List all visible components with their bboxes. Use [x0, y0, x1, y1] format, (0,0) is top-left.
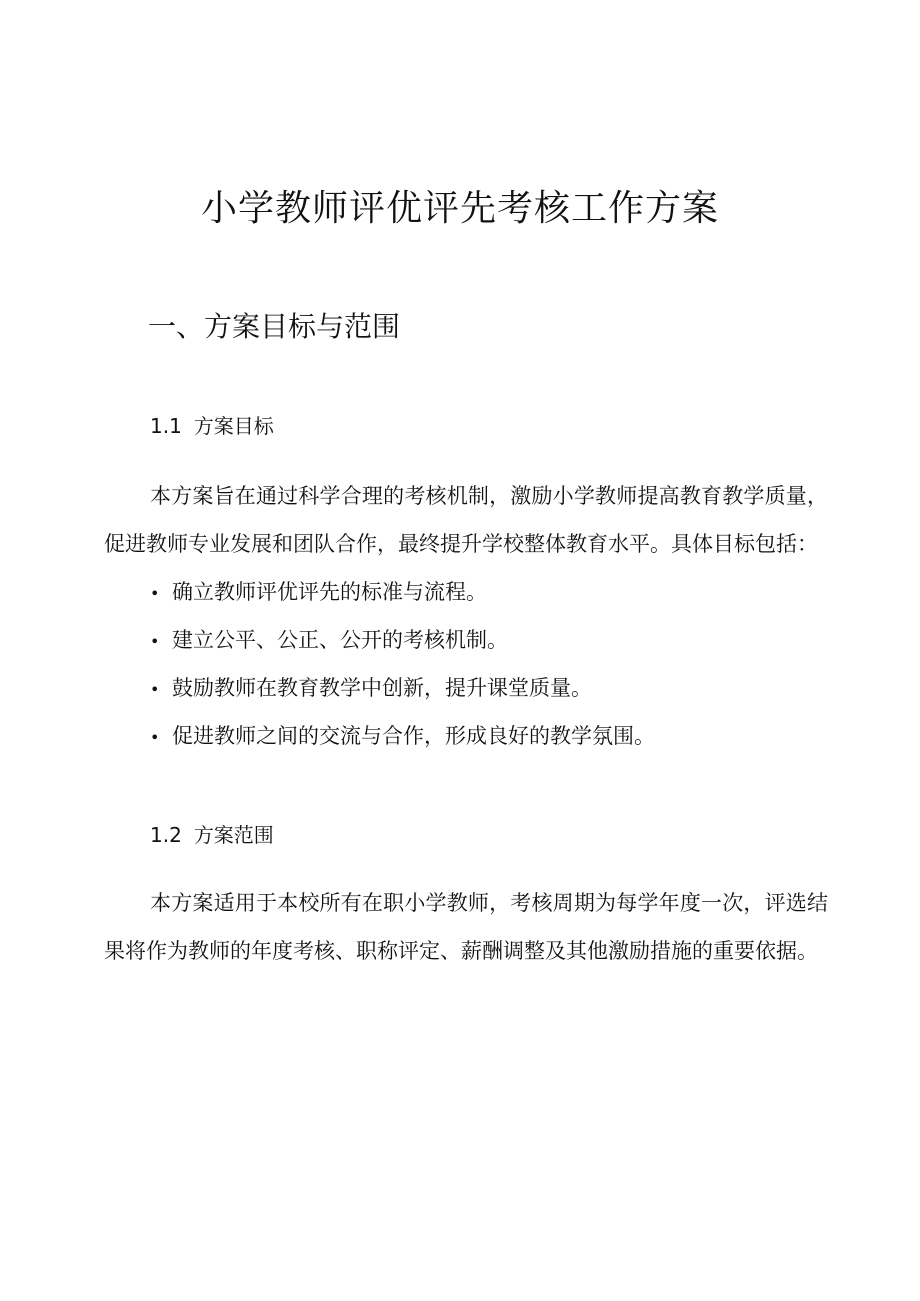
list-item [150, 712, 655, 760]
list-item-text: 促进教师之间的交流与合作，形成良好的教学氛围。 [172, 724, 655, 748]
subsection-number: 1.1 [150, 414, 182, 438]
goals-paragraph: 本方案旨在通过科学合理的考核机制，激励小学教师提高教育教学质量，促进教师专业发展和团队合作，最终提升学校整体教育水平。具体目标包括： [104, 484, 828, 556]
subsection-label: 方案目标 [193, 414, 274, 438]
subsection-label: 方案范围 [193, 823, 274, 847]
bullet-icon: • [150, 632, 160, 651]
bullet-icon: • [150, 584, 160, 603]
document-title: 小学教师评优评先考核工作方案 [200, 188, 719, 229]
bullet-icon: • [150, 680, 160, 699]
subsection-heading-goals [150, 410, 274, 442]
section-heading: 一、方案目标与范围 [148, 310, 401, 343]
subsection-heading-scope [150, 819, 274, 851]
list-item [150, 664, 655, 712]
list-item [150, 616, 655, 664]
list-item-text: 确立教师评优评先的标准与流程。 [172, 580, 487, 604]
scope-paragraph: 本方案适用于本校所有在职小学教师，考核周期为每学年度一次，评选结果将作为教师的年度考核、职称评定、薪酬调整及其他激励措施的重要依据。 [104, 891, 828, 963]
goals-bullet-list [150, 568, 655, 760]
list-item-text: 建立公平、公正、公开的考核机制。 [172, 628, 508, 652]
list-item-text: 鼓励教师在教育教学中创新，提升课堂质量。 [172, 676, 592, 700]
subsection-number: 1.2 [150, 823, 182, 847]
list-item [150, 568, 655, 616]
bullet-icon: • [150, 728, 160, 747]
